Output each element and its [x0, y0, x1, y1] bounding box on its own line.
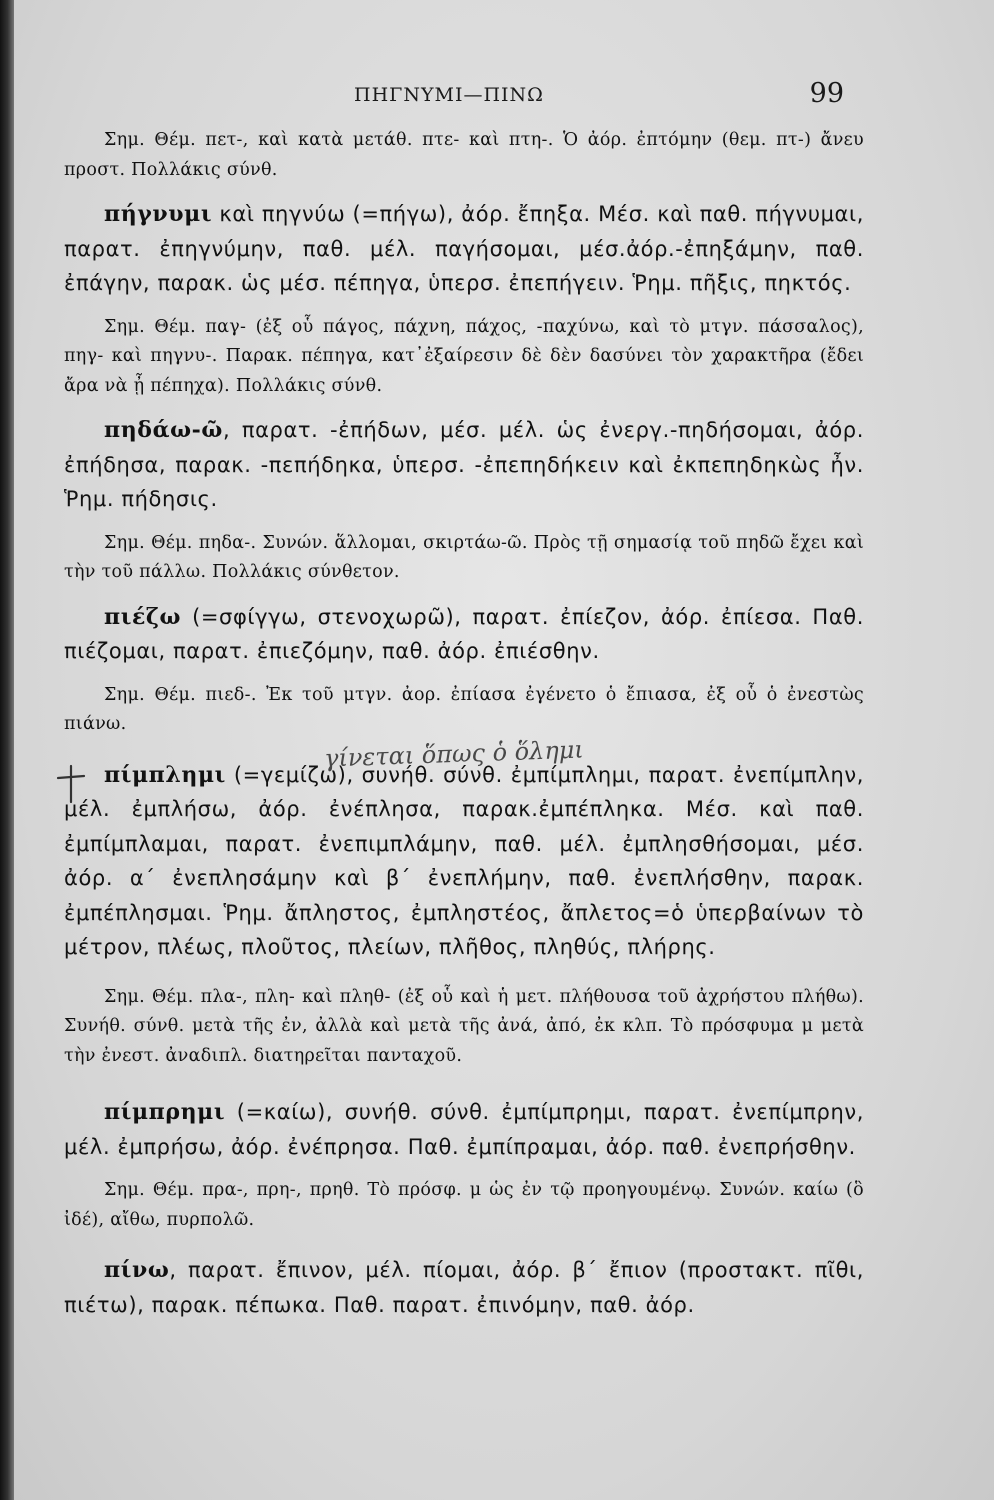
book-page: [14, 0, 994, 1500]
dictionary-entry: [64, 758, 864, 965]
dictionary-entry: [64, 413, 864, 517]
note-paragraph: [64, 126, 864, 185]
entry-lemma: πίνω: [104, 1257, 170, 1283]
dictionary-entry: [64, 1253, 864, 1322]
entry-text: , παρατ. ἔπινον, μέλ. πίομαι, ἀόρ. β΄ ἔπιον (προστακτ. πῖθι, πιέτω), παρακ. πέπωκα. Παθ. παρατ. ἐπινόμην, παθ. ἀόρ.: [64, 1258, 864, 1317]
page-body: [64, 126, 864, 1322]
note-text: Σημ. Θέμ. πλα-, πλη- καὶ πληθ- (ἐξ οὗ καὶ ἡ μετ. πλήθουσα τοῦ ἀχρήστου πλήθω). Συνήθ. σύνθ. μετὰ τῆς ἐν, ἀλλὰ καὶ μετὰ τῆς ἀνά, ἀπό, ἐκ κλπ. Τὸ πρόσφυμα μ μετὰ τὴν ἐνεστ. ἀναδιπλ. διατηρεῖται πανταχοῦ.: [64, 986, 864, 1066]
note-paragraph: [64, 983, 864, 1072]
book-gutter-shadow: [0, 0, 14, 1500]
entry-lemma: πίμπλημι: [104, 761, 226, 788]
note-text: Σημ. Θέμ. πηδα-. Συνών. ἅλλομαι, σκιρτάω-ῶ. Πρὸς τῇ σημασίᾳ τοῦ πηδῶ ἔχει καὶ τὴν τοῦ πάλλω. Πολλάκις σύνθετον.: [64, 532, 864, 582]
dictionary-entry: [64, 197, 864, 301]
note-paragraph: [64, 681, 864, 740]
handwritten-annotation: γίνεται ὅπως ὁ ὅλημι: [323, 735, 585, 773]
note-text: Σημ. Θέμ. πιεδ-. Ἐκ τοῦ μτγν. ἀορ. ἐπίασα ἐγένετο ὁ ἔπιασα, ἐξ οὗ ὁ ἐνεστὼς πιάνω.: [64, 684, 864, 734]
entry-lemma: πίμπρημι: [104, 1099, 226, 1125]
note-paragraph: [64, 529, 864, 588]
dictionary-entry: [64, 1095, 864, 1164]
entry-lemma: πηδάω-ῶ: [104, 417, 223, 443]
entry-text: (=γεμίζω), συνήθ. σύνθ. ἐμπίμπλημι, παρατ. ἐνεπίμπλην, μέλ. ἐμπλήσω, ἀόρ. ἐνέπλησα, παρακ.ἐμπέπληκα. Μέσ. καὶ παθ. ἐμπίμπλαμαι, παρατ. ἐνεπιμπλάμην, παθ. μέλ. ἐμπλησθήσομαι, μέσ. ἀόρ. α΄ ἐνεπλησάμην καὶ β΄ ἐνεπλήμην, παθ. ἐνεπλήσθην, παρακ. ἐμπέπλησμαι. Ῥημ. ἄπληστος, ἐμπληστέος, ἄπλετος=ὁ ὑπερβαίνων τὸ μέτρον, πλέως, πλοῦτος, πλείων, πλῆθος, πληθύς, πλήρης.: [64, 762, 864, 959]
handwritten-cross-mark: [56, 764, 86, 804]
entry-text: (=σφίγγω, στενοχωρῶ), παρατ. ἐπίεζον, ἀόρ. ἐπίεσα. Παθ. πιέζομαι, παρατ. ἐπιεζόμην, παθ. ἀόρ. ἐπιέσθην.: [64, 604, 864, 663]
note-text: Σημ. Θέμ. πρα-, πρη-, πρηθ. Τὸ πρόσφ. μ ὡς ἐν τῷ προηγουμένῳ. Συνών. καίω (ὃ ἰδέ), αἴθω, πυρπολῶ.: [64, 1180, 864, 1230]
note-text: Σημ. Θέμ. παγ- (ἐξ οὗ πάγος, πάχνη, πάχος, -παχύνω, καὶ τὸ μτγν. πάσσαλος), πηγ- καὶ πηγνυ-. Παρακ. πέπηγα, κατ᾽ἐξαίρεσιν δὲ δὲν δασύνει τὸν χαρακτῆρα (ἔδει ἄρα νὰ ᾖ πέπηχα). Πολλάκις σύνθ.: [64, 316, 864, 396]
note-text: Σημ. Θέμ. πετ-, καὶ κατὰ μετάθ. πτε- καὶ πτη-. Ὁ ἀόρ. ἐπτόμην (θεμ. πτ-) ἄνευ προστ. Πολλάκις σύνθ.: [64, 130, 864, 180]
entry-lemma: πήγνυμι: [104, 201, 213, 227]
entry-text: , παρατ. -ἐπήδων, μέσ. μέλ. ὡς ἐνεργ.-πηδήσομαι, ἀόρ. ἐπήδησα, παρακ. -πεπήδηκα, ὑπερσ. -ἐπεπηδήκειν καὶ ἐκπεπηδηκὼς ἦν. Ῥημ. πήδησις.: [64, 418, 864, 511]
entry-text: καὶ πηγνύω (=πήγω), ἀόρ. ἔπηξα. Μέσ. καὶ παθ. πήγνυμαι, παρατ. ἐπηγνύμην, παθ. μέλ. παγήσομαι, μέσ.ἀόρ.-ἐπηξάμην, παθ. ἐπάγην, παρακ. ὡς μέσ. πέπηγα, ὑπερσ. ἐπεπήγειν. Ῥημ. πῆξις, πηκτός.: [64, 202, 864, 295]
entry-lemma: πιέζω: [104, 603, 182, 630]
dictionary-entry: [64, 600, 864, 669]
page-number: 99: [809, 78, 844, 109]
entry-text: (=καίω), συνήθ. σύνθ. ἐμπίμπρημι, παρατ. ἐνεπίμπρην, μέλ. ἐμπρήσω, ἀόρ. ἐνέπρησα. Παθ. ἐμπίπραμαι, ἀόρ. παθ. ἐνεπρήσθην.: [64, 1100, 864, 1159]
note-paragraph: [64, 313, 864, 402]
running-head: ΠΗΓΝΥΜΙ—ΠΙΝΩ: [354, 84, 544, 106]
page-header: [14, 78, 994, 112]
note-paragraph: [64, 1176, 864, 1235]
